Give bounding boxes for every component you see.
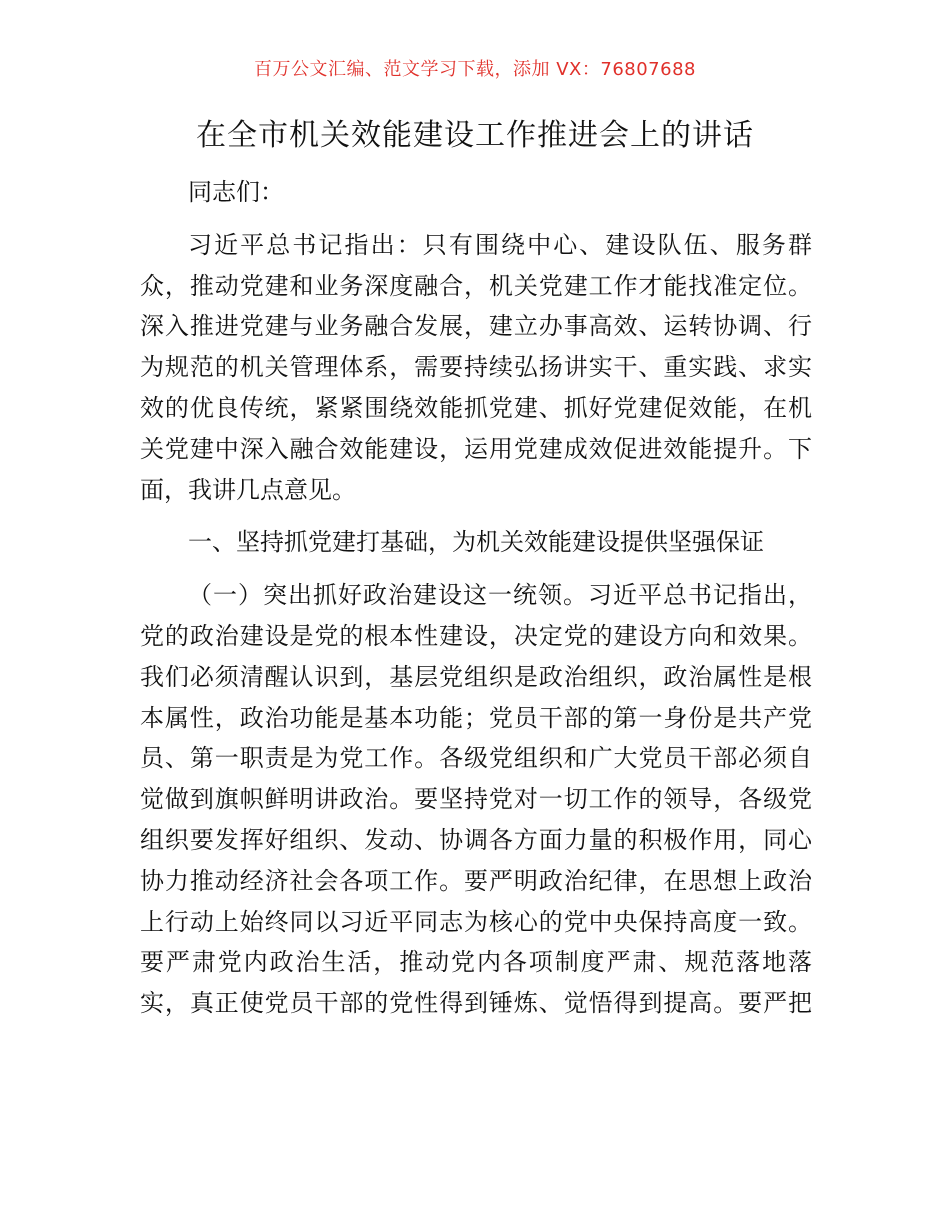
text-line: 众，推动党建和业务深度融合，机关党建工作才能找准定位。 (140, 271, 812, 300)
text-line: 党的政治建设是党的根本性建设，决定党的建设方向和效果。 (140, 621, 812, 650)
section-heading: 一、坚持抓党建打基础，为机关效能建设提供坚强保证 (188, 528, 764, 557)
document-body (140, 172, 812, 1024)
salutation: 同志们： (188, 178, 284, 206)
text-line: 实，真正使党员干部的党性得到锤炼、觉悟得到提高。要严把 (140, 989, 812, 1018)
text-line: 关党建中深入融合效能建设，运用党建成效促进效能提升。下 (140, 434, 812, 463)
text-line: 协力推动经济社会各项工作。要严明政治纪律，在思想上政治 (140, 866, 812, 895)
text-line: 员、第一职责是为党工作。各级党组织和广大党员干部必须自 (140, 744, 812, 773)
text-line: 觉做到旗帜鲜明讲政治。要坚持党对一切工作的领导，各级党 (140, 785, 812, 814)
text-line: 面，我讲几点意见。 (140, 475, 356, 504)
text-line: 我们必须清醒认识到，基层党组织是政治组织，政治属性是根 (140, 662, 812, 691)
text-line: （一）突出抓好政治建设这一统领。习近平总书记指出， (188, 581, 812, 610)
text-line: 为规范的机关管理体系，需要持续弘扬讲实干、重实践、求实 (140, 353, 812, 382)
document-title: 在全市机关效能建设工作推进会上的讲话 (196, 118, 754, 153)
text-line: 本属性，政治功能是基本功能；党员干部的第一身份是共产党 (140, 703, 812, 732)
text-line: 要严肃党内政治生活，推动党内各项制度严肃、规范落地落 (140, 948, 812, 977)
promo-header: 百万公文汇编、范文学习下载，添加 VX：76807688 (254, 59, 696, 80)
text-line: 效的优良传统，紧紧围绕效能抓党建、抓好党建促效能，在机 (140, 393, 812, 422)
text-line: 习近平总书记指出：只有围绕中心、建设队伍、服务群 (188, 230, 812, 259)
text-line: 上行动上始终同以习近平同志为核心的党中央保持高度一致。 (140, 907, 812, 936)
text-line: 深入推进党建与业务融合发展，建立办事高效、运转协调、行 (140, 312, 812, 341)
text-line: 组织要发挥好组织、发动、协调各方面力量的积极作用，同心 (140, 825, 812, 854)
